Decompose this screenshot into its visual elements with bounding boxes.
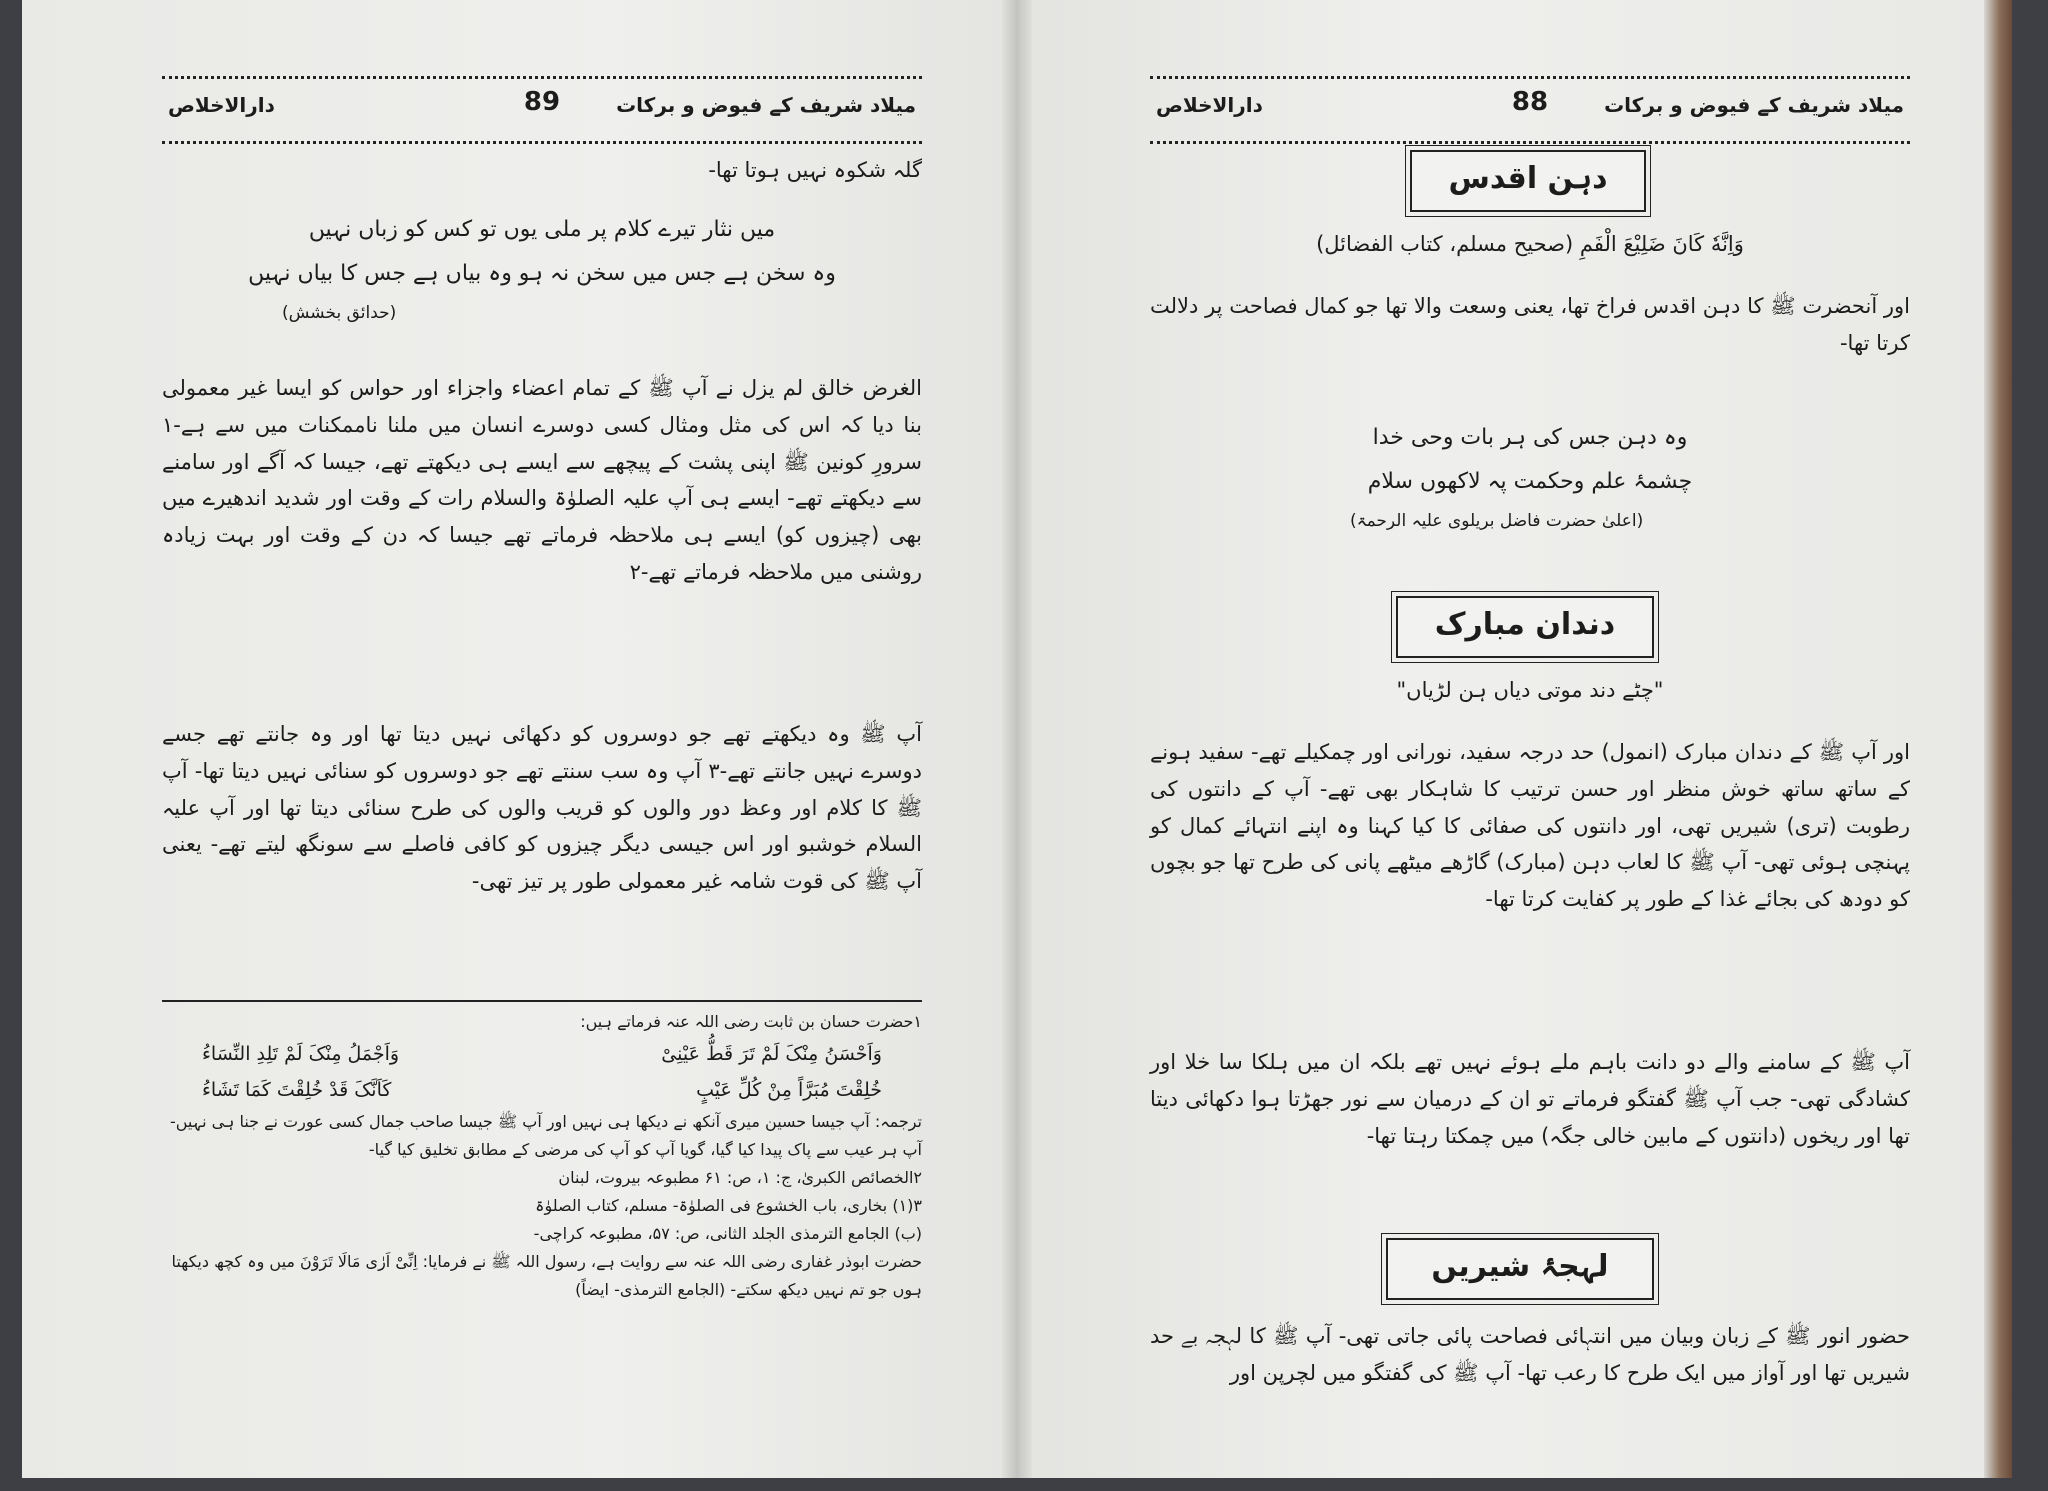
arabic-hemistich: وَاَجْمَلُ مِنْکَ لَمْ تَلِدِ النِّسَاءُ (202, 1043, 400, 1065)
footnote: ۱حضرت حسان بن ثابت رضی اللہ عنہ فرماتے ہیں: (580, 1012, 922, 1031)
page-number: 89 (523, 87, 561, 117)
section-heading: دندان مبارک (1396, 596, 1654, 658)
proverb-quote: "چٹے دند موتی دیاں ہن لڑیاں" (1396, 678, 1664, 702)
poem-block (162, 208, 922, 330)
book-spread (22, 0, 2012, 1478)
arabic-hemistich: وَاَحْسَنُ مِنْکَ لَمْ تَرَ قَطُّ عَیْنِیْ (661, 1043, 882, 1065)
arabic-hemistich: خُلِقْتَ مُبَرَّاً مِنْ کُلِّ عَیْبٍ (696, 1079, 882, 1102)
verse-attribution: (اعلیٰ حضرت فاضل بریلوی علیہ الرحمۃ) (1350, 511, 1644, 531)
footnote-rule (162, 1000, 922, 1002)
arabic-hemistich: کَاَنَّکَ قَدْ خُلِقْتَ کَمَا تَشَاءُ (202, 1079, 392, 1102)
hadith-quote: وَاِنَّهٗ کَانَ ضَلِیْعَ الْفَمِ (صحیح مسلم، کتاب الفضائل) (1316, 232, 1744, 256)
footnote: ۳(۱) بخاری، باب الخشوع فی الصلوٰۃ- مسلم، کتاب الصلوٰۃ (535, 1196, 922, 1216)
page-header (162, 76, 922, 144)
header-book-title: میلاد شریف کے فیوض و برکات (616, 93, 916, 117)
header-publisher: دارالاخلاص (168, 93, 275, 117)
page-88 (1012, 0, 2012, 1478)
poem-block (1150, 416, 1910, 538)
footnote: حضرت ابوذر غفاری رضی اللہ عنہ سے روایت ہے، رسول اللہ ﷺ نے فرمایا: اِنِّیْ اَرٰی مَالَا تَرَوْنَ میں وہ کچھ دیکھتا ہوں جو تم نہیں دیکھ سکتے- (الجامع الترمذی- ایضاً) (171, 1252, 922, 1300)
paragraph: حضور انور ﷺ کے زبان وبیان میں انتہائی فصاحت پائی جاتی تھی- آپ ﷺ کا لہجہ بے حد شیریں تھا اور آواز میں ایک طرح کا رعب تھا- آپ ﷺ کی گفتگو میں لچرپن اور (1150, 1324, 1910, 1385)
header-publisher: دارالاخلاص (1156, 93, 1263, 117)
verse-line: میں نثار تیرے کلام پر ملی یوں تو کس کو زباں نہیں (308, 217, 776, 242)
intro-line: گلہ شکوہ نہیں ہوتا تھا- (708, 158, 922, 182)
verse-line: چشمۂ علم وحکمت پہ لاکھوں سلام (1367, 469, 1693, 494)
verse-line: وہ سخن ہے جس میں سخن نہ ہو وہ بیاں ہے جس کا بیاں نہیں (248, 261, 836, 286)
paragraph: آپ ﷺ وہ دیکھتے تھے جو دوسروں کو دکھائی نہیں دیتا تھا اور وہ جانتے تھے جسے دوسرے نہیں جانتے تھے-۳ آپ وہ سب سنتے تھے جو دوسروں کو سنائی نہیں دیتا تھا- آپ ﷺ کا کلام اور وعظ دور والوں کو قریب والوں کی طرح سنائی دیتا تھا اور آپ علیہ السلام خوشبو اور اس جیسی دیگر چیزوں کو کافی فاصلے سے سونگھ لیتے تھے- یعنی آپ ﷺ کی قوت شامہ غیر معمولی طور پر تیز تھی- (162, 722, 922, 893)
arabic-couplet (162, 1072, 922, 1108)
paragraph: الغرض خالق لم یزل نے آپ ﷺ کے تمام اعضاء واجزاء اور حواس کو ایسا غیر معمولی بنا دیا کہ اس کی مثل ومثال کسی دوسرے انسان میں ملنا ناممکنات میں سے ہے-۱ سرورِ کونین ﷺ اپنی پشت کے پیچھے سے ایسے ہی دیکھتے تھے، جیسا کہ آگے اور سامنے سے دیکھتے تھے- ایسے ہی آپ علیہ الصلوٰۃ والسلام رات کے وقت اور شدید اندھیرے میں بھی (چیزوں کو) ایسے ہی ملاحظہ فرماتے تھے جیسا کہ دن کے وقت اور بہت زیادہ روشنی میں ملاحظہ فرماتے تھے-۲ (162, 376, 922, 584)
section-heading: لہجۂ شیریں (1386, 1238, 1654, 1300)
footnote: ۲الخصائص الکبریٰ، ج: ۱، ص: ۶۱ مطبوعہ بیروت، لبنان (558, 1168, 922, 1188)
verse-attribution: (حدائق بخشش) (282, 303, 397, 323)
book-cover-edge (1984, 0, 2012, 1478)
footnote: (ب) الجامع الترمذی الجلد الثانی، ص: ۵۷، مطبوعہ کراچی- (533, 1224, 922, 1244)
paragraph: آپ ﷺ کے سامنے والے دو دانت باہم ملے ہوئے نہیں تھے بلکہ ان میں ہلکا سا خلا اور کشادگی تھی- جب آپ ﷺ گفتگو فرماتے تو ان کے درمیان سے نور جھڑتا ہوا دکھائی دیتا تھا اور ریخوں (دانتوں کے مابین خالی جگہ) میں چمکتا رہتا تھا- (1150, 1050, 1910, 1148)
page-header (1150, 76, 1910, 144)
book-gutter (1002, 0, 1032, 1478)
section-heading: دہن اقدس (1410, 150, 1646, 212)
footnotes (162, 1008, 922, 1304)
paragraph: اور آنحضرت ﷺ کا دہن اقدس فراخ تھا، یعنی وسعت والا تھا جو کمال فصاحت پر دلالت کرتا تھا- (1150, 294, 1910, 355)
verse-line: وہ دہن جس کی ہر بات وحی خدا (1372, 425, 1688, 450)
page-89 (22, 0, 1012, 1478)
translation: ترجمہ: آپ جیسا حسین میری آنکھ نے دیکھا ہی نہیں اور آپ ﷺ جیسا صاحب جمال کسی عورت نے جنا ہی نہیں- آپ ہر عیب سے پاک پیدا کیا گیا، گویا آپ کو آپ کی مرضی کے مطابق تخلیق کیا گیا- (169, 1112, 922, 1160)
header-book-title: میلاد شریف کے فیوض و برکات (1604, 93, 1904, 117)
arabic-couplet (162, 1036, 922, 1072)
paragraph: اور آپ ﷺ کے دندان مبارک (انمول) حد درجہ سفید، نورانی اور چمکیلے تھے- سفید ہونے کے ساتھ ساتھ خوش منظر اور حسن ترتیب کا شاہکار بھی تھے- آپ کے دانتوں کی رطوبت (تری) شیریں تھی، اور دانتوں کی صفائی کا کیا کہنا وہ اپنے انتہائے کمال کو پہنچی ہوئی تھی- آپ ﷺ کا لعاب دہن (مبارک) گاڑھے میٹھے پانی کی طرح تھا جو بچوں کو دودھ کی بجائے غذا کے طور پر کفایت کرتا تھا- (1150, 740, 1910, 911)
page-number: 88 (1511, 87, 1549, 117)
